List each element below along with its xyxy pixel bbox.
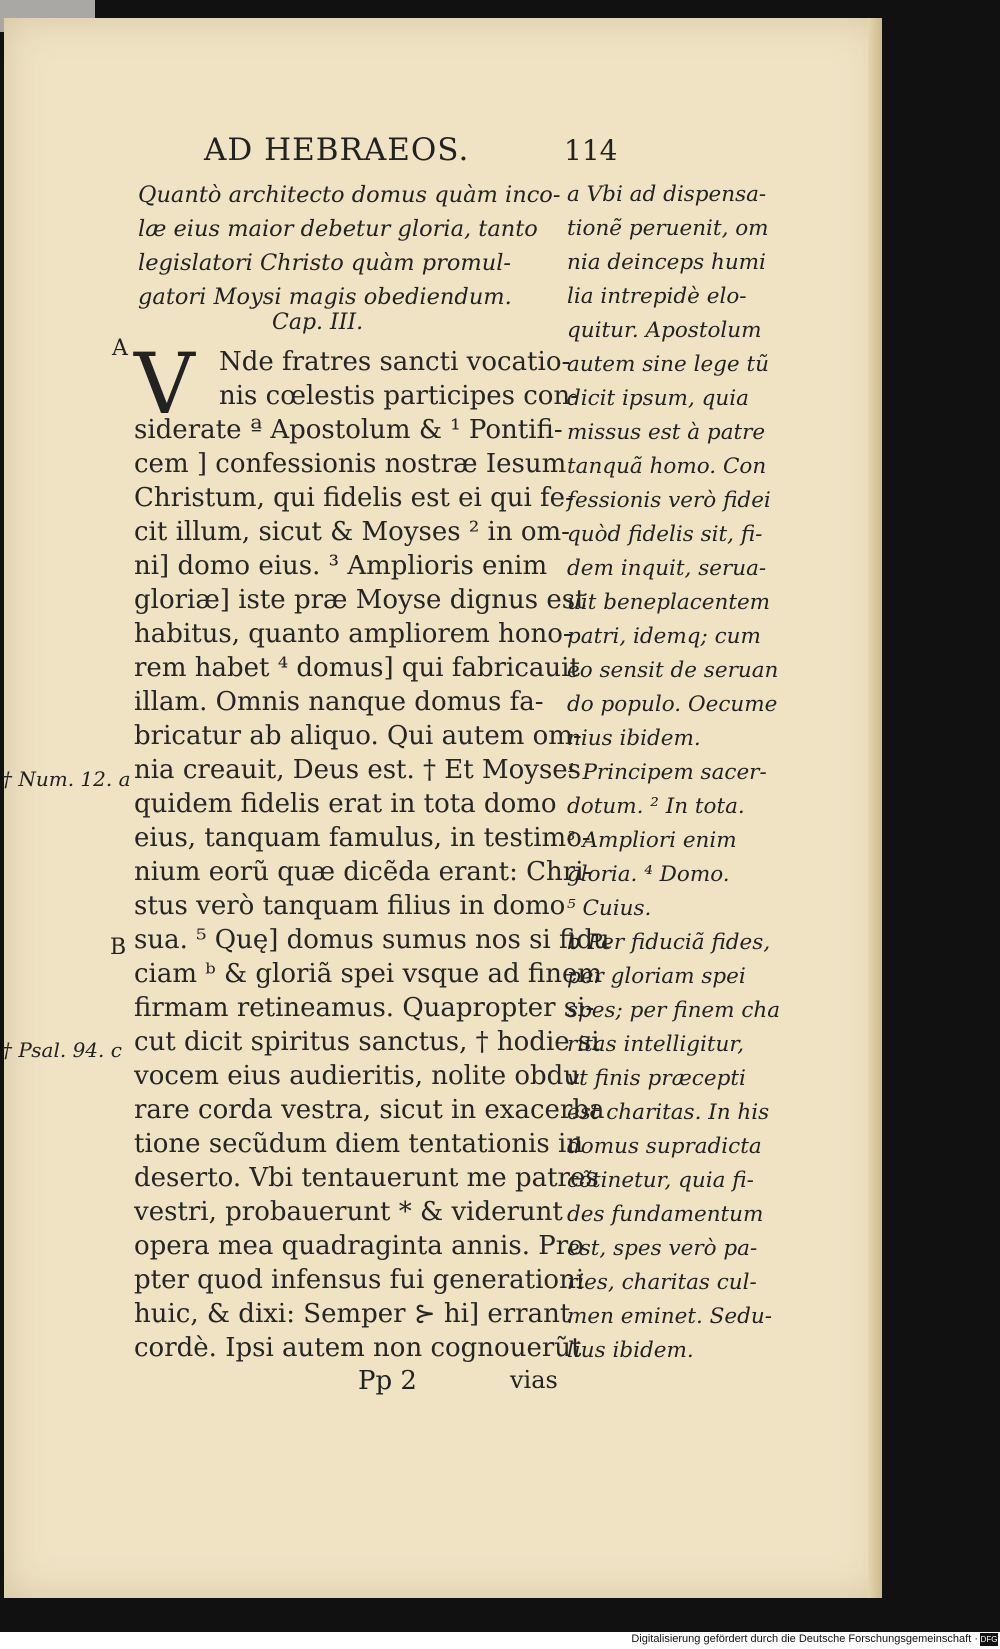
- gloss-line: missus est à patre: [567, 420, 766, 445]
- text-line: sua. ⁵ Quę] domus sumus nos si fidu: [134, 925, 610, 955]
- gloss-line: est charitas. In his: [567, 1100, 770, 1125]
- gloss-line: fessionis verò fidei: [567, 488, 771, 513]
- text-line: rare corda vestra, sicut in exacerba: [134, 1095, 605, 1125]
- text-line: habitus, quanto ampliorem hono-: [134, 619, 572, 649]
- text-line: eius, tanquam famulus, in testimo-: [134, 823, 591, 853]
- text-line: nis cœlestis participes con-: [219, 381, 579, 411]
- text-line: Nde fratres sancti vocatio-: [219, 347, 571, 377]
- text-line: deserto. Vbi tentauerunt me patres: [134, 1163, 599, 1193]
- text-line: siderate ª Apostolum & ¹ Pontifi-: [134, 415, 563, 445]
- gloss-line: uit beneplacentem: [567, 590, 771, 615]
- margin-reference-psalms: † Psal. 94. c: [2, 1038, 122, 1062]
- page-number: 114: [564, 134, 618, 167]
- text-line: firmam retineamus. Quapropter si-: [134, 993, 595, 1023]
- text-line: tione secũdum diem tentationis in: [134, 1129, 584, 1159]
- funding-credit: Digitalisierung gefördert durch die Deutsche Forschungsgemeinschaft ·: [631, 1633, 978, 1645]
- text-line: nium eorũ quæ dicẽda erant: Chri-: [134, 857, 593, 887]
- margin-reference-numbers: † Num. 12. a: [2, 767, 131, 791]
- gloss-line: quòd fidelis sit, fi-: [567, 522, 763, 547]
- text-line: vocem eius audieritis, nolite obdu: [134, 1061, 581, 1091]
- gloss-line: dicit ipsum, quia: [567, 386, 749, 411]
- text-line: cit illum, sicut & Moyses ² in om-: [134, 517, 570, 547]
- gloss-line: autem sine lege tũ: [567, 352, 769, 377]
- text-line: cordè. Ipsi autem non cognouerũt: [134, 1333, 582, 1363]
- text-line: Christum, qui fidelis est ei qui fe-: [134, 483, 574, 513]
- text-line: cut dicit spiritus sanctus, † hodie si: [134, 1027, 600, 1057]
- text-line: ciam ᵇ & gloriã spei vsque ad finem: [134, 959, 603, 989]
- running-title: AD HEBRAEOS.: [204, 132, 470, 168]
- gloss-line: ³ Ampliori enim: [567, 828, 737, 853]
- text-line: nia creauit, Deus est. † Et Moyses: [134, 755, 582, 785]
- text-line: pter quod infensus fui generationi: [134, 1265, 585, 1295]
- gloss-line: dotum. ² In tota.: [567, 794, 745, 819]
- gloss-line: per gloriam spei: [567, 964, 746, 989]
- gloss-line: vt finis præcepti: [567, 1066, 746, 1091]
- gloss-line: des fundamentum: [567, 1202, 764, 1227]
- gloss-line: est, spes verò pa-: [567, 1236, 758, 1261]
- chapter-summary: [138, 178, 561, 314]
- catchword: vias: [510, 1366, 558, 1394]
- text-line: huic, & dixi: Semper ⊱ hi] errant: [134, 1299, 571, 1329]
- gloss-line: cõtinetur, quia fi-: [567, 1168, 754, 1193]
- gloss-line: lia intrepidè elo-: [567, 284, 747, 309]
- text-line: gloriæ] iste præ Moyse dignus est: [134, 585, 586, 615]
- summary-line: legislatori Christo quàm promul-: [138, 250, 512, 276]
- text-line: bricatur ab aliquo. Qui autem om-: [134, 721, 582, 751]
- signature-mark: Pp 2: [358, 1366, 417, 1396]
- gloss-line: spes; per finem cha: [567, 998, 781, 1023]
- gloss-line: ⁵ Cuius.: [567, 896, 652, 921]
- page-edge: [868, 18, 882, 1598]
- gloss-line: ries, charitas cul-: [567, 1270, 757, 1295]
- summary-line: læ eius maior debetur gloria, tanto: [138, 216, 538, 242]
- summary-line: gatori Moysi magis obediendum.: [138, 284, 512, 310]
- gloss-line: b Per fiduciã fides,: [567, 930, 771, 955]
- gloss-line: patri, idemq; cum: [567, 624, 761, 649]
- gloss-line: quitur. Apostolum: [567, 318, 762, 343]
- text-line: vestri, probauerunt * & viderunt: [134, 1197, 563, 1227]
- gloss-line: a Vbi ad dispensa-: [567, 182, 767, 207]
- gloss-line: ritas intelligitur,: [567, 1032, 745, 1057]
- text-line: opera mea quadraginta annis. Pro: [134, 1231, 584, 1261]
- gloss-line: eo sensit de seruan: [567, 658, 779, 683]
- gloss-line: nia deinceps humi: [567, 250, 766, 275]
- gloss-line: dem inquit, serua-: [567, 556, 767, 581]
- gloss-line: men eminet. Sedu-: [567, 1304, 772, 1329]
- gloss-line: gloria. ⁴ Domo.: [567, 862, 730, 887]
- text-line: stus verò tanquam filius in domo: [134, 891, 566, 921]
- margin-letter-b: B: [110, 935, 127, 960]
- text-line: ni] domo eius. ³ Amplioris enim: [134, 551, 548, 581]
- text-line: cem ] confessionis nostræ Iesum: [134, 449, 567, 479]
- summary-line: Quantò architecto domus quàm inco-: [138, 182, 561, 208]
- gloss-line: nius ibidem.: [567, 726, 701, 751]
- text-line: illam. Omnis nanque domus fa-: [134, 687, 544, 717]
- gloss-line: tionẽ peruenit, om: [567, 216, 769, 241]
- gloss-line: tanquã homo. Con: [567, 454, 767, 479]
- gloss-line: ¹ Principem sacer-: [567, 760, 767, 785]
- drop-capital: V: [134, 335, 195, 433]
- margin-letter-a: A: [112, 336, 128, 361]
- text-line: rem habet ⁴ domus] qui fabricauit: [134, 653, 580, 683]
- gloss-line: domus supradicta: [567, 1134, 762, 1159]
- gloss-line: lius ibidem.: [567, 1338, 694, 1363]
- gloss-line: do populo. Oecume: [567, 692, 778, 717]
- marginal-gloss-column: [567, 178, 781, 1368]
- chapter-heading: Cap. III.: [272, 310, 364, 335]
- text-line: quidem fidelis erat in tota domo: [134, 789, 557, 819]
- dfg-logo: DFG: [980, 1635, 998, 1644]
